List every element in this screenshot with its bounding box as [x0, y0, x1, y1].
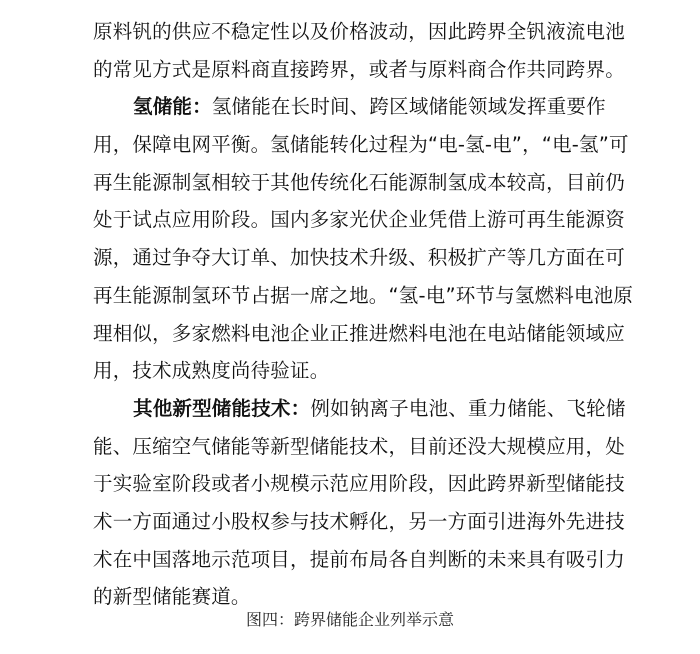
body-text-line: 用，技术成熟度尚待验证。 — [93, 359, 330, 383]
body-text-line: 再生能源制氢相较于其他传统化石能源制氢成本较高，目前仍 — [93, 170, 625, 194]
body-text-line: 术一方面通过小股权参与技术孵化，另一方面引进海外先进技 — [93, 509, 625, 533]
body-text-line: 再生能源制氢环节占据一席之地。“氢-电”环节与氢燃料电池原 — [93, 283, 634, 307]
body-text-line: 术在中国落地示范项目，提前布局各自判断的未来具有吸引力 — [93, 547, 625, 571]
figure-caption: 图四：跨界储能企业列举示意 — [245, 610, 454, 629]
body-text-span: 例如钠离子电池、重力储能、飞轮储 — [310, 396, 626, 420]
body-text-line: 的常见方式是原料商直接跨界，或者与原料商合作共同跨界。 — [93, 57, 625, 81]
body-text-line: 源，通过争夺大订单、加快技术升级、积极扩产等几方面在可 — [93, 246, 625, 270]
body-text-line: 用，保障电网平衡。氢储能转化过程为“电-氢-电”，“电-氢”可 — [93, 133, 629, 157]
section-lead-hydrogen: 氢储能： — [133, 95, 212, 119]
body-text-line: 处于试点应用阶段。国内多家光伏企业凭借上游可再生能源资 — [93, 208, 625, 232]
body-text-line: 能、压缩空气储能等新型储能技术，目前还没大规模应用，处 — [93, 434, 625, 458]
body-text-line: 于实验室阶段或者小规模示范应用阶段，因此跨界新型储能技 — [93, 472, 625, 496]
body-text-line: 的新型储能赛道。 — [93, 585, 251, 609]
body-text-line: 理相似，多家燃料电池企业正推进燃料电池在电站储能领域应 — [93, 321, 625, 345]
body-text-line: 原料钒的供应不稳定性以及价格波动，因此跨界全钒液流电池 — [93, 20, 625, 43]
paragraph-other-tech-first-line — [93, 390, 626, 428]
body-text-span: 氢储能在长时间、跨区域储能领域发挥重要作 — [211, 95, 606, 119]
document-body — [93, 13, 634, 616]
section-lead-other-tech: 其他新型储能技术： — [133, 396, 311, 420]
paragraph-hydrogen-first-line — [93, 88, 609, 126]
